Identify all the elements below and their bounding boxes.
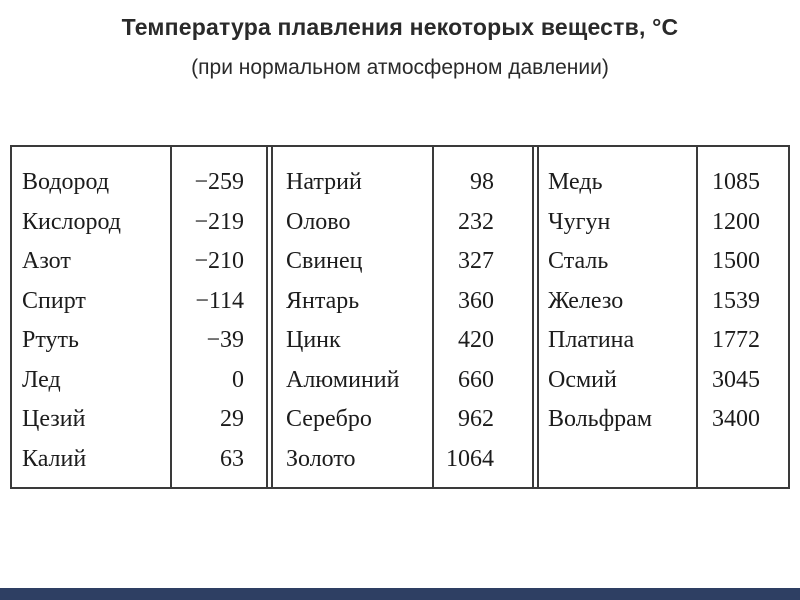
temperature-column-3 xyxy=(700,163,760,440)
melting-temperature: 3400 xyxy=(712,406,760,432)
temperature-column-2 xyxy=(436,163,494,479)
table-subtitle: (при нормальном атмосферном давлении) xyxy=(191,56,609,79)
substance-name: Цинк xyxy=(286,327,341,353)
substance-name: Осмий xyxy=(548,366,617,393)
footer-bar xyxy=(0,588,800,600)
melting-temperature: 232 xyxy=(458,208,494,235)
melting-temperature: 327 xyxy=(458,248,494,274)
group-divider xyxy=(532,147,534,487)
melting-temperature: −39 xyxy=(206,327,244,353)
column-divider xyxy=(170,147,172,487)
melting-temperature: 420 xyxy=(458,327,494,353)
substance-column-2 xyxy=(286,163,426,479)
melting-point-table xyxy=(10,145,790,489)
substance-name: Железо xyxy=(548,287,624,314)
substance-column-1 xyxy=(22,163,162,479)
melting-temperature: −114 xyxy=(195,287,244,314)
substance-name: Водород xyxy=(22,169,110,195)
substance-name: Олово xyxy=(286,208,351,235)
melting-temperature: 962 xyxy=(458,406,494,432)
substance-name: Цезий xyxy=(22,406,86,432)
substance-name: Платина xyxy=(548,327,635,353)
melting-temperature: 1500 xyxy=(712,248,760,274)
temperature-column-1 xyxy=(174,163,244,479)
substance-name: Алюминий xyxy=(286,366,400,393)
melting-temperature: 1539 xyxy=(712,287,760,314)
substance-name: Азот xyxy=(22,248,71,274)
substance-name: Золото xyxy=(286,445,356,472)
substance-name: Калий xyxy=(22,445,87,472)
melting-temperature: 660 xyxy=(458,366,494,393)
substance-name: Сталь xyxy=(548,248,609,274)
melting-temperature: 63 xyxy=(220,445,244,472)
substance-name: Вольфрам xyxy=(548,406,653,432)
melting-temperature: −219 xyxy=(194,208,244,235)
substance-name: Медь xyxy=(548,169,603,195)
melting-temperature: −259 xyxy=(194,169,244,195)
substance-name: Ртуть xyxy=(22,327,79,353)
melting-temperature: 29 xyxy=(220,406,244,432)
substance-column-3 xyxy=(548,163,688,440)
melting-temperature: −210 xyxy=(194,248,244,274)
group-divider xyxy=(266,147,268,487)
substance-name: Чугун xyxy=(548,208,611,235)
melting-temperature: 1064 xyxy=(446,445,494,472)
melting-temperature: 98 xyxy=(470,169,494,195)
melting-temperature: 360 xyxy=(458,287,494,314)
column-divider xyxy=(432,147,434,487)
substance-name: Свинец xyxy=(286,248,363,274)
melting-temperature: 1085 xyxy=(712,169,760,195)
melting-temperature: 3045 xyxy=(712,366,760,393)
column-divider xyxy=(696,147,698,487)
substance-name: Лед xyxy=(22,366,61,393)
substance-name: Янтарь xyxy=(286,287,360,314)
substance-name: Серебро xyxy=(286,406,372,432)
substance-name: Натрий xyxy=(286,169,362,195)
table-title: Температура плавления некоторых веществ, °С xyxy=(121,14,679,40)
substance-name: Спирт xyxy=(22,287,86,314)
melting-temperature: 1200 xyxy=(712,208,760,235)
melting-temperature: 0 xyxy=(232,366,244,393)
melting-temperature: 1772 xyxy=(712,327,760,353)
substance-name: Кислород xyxy=(22,208,121,235)
